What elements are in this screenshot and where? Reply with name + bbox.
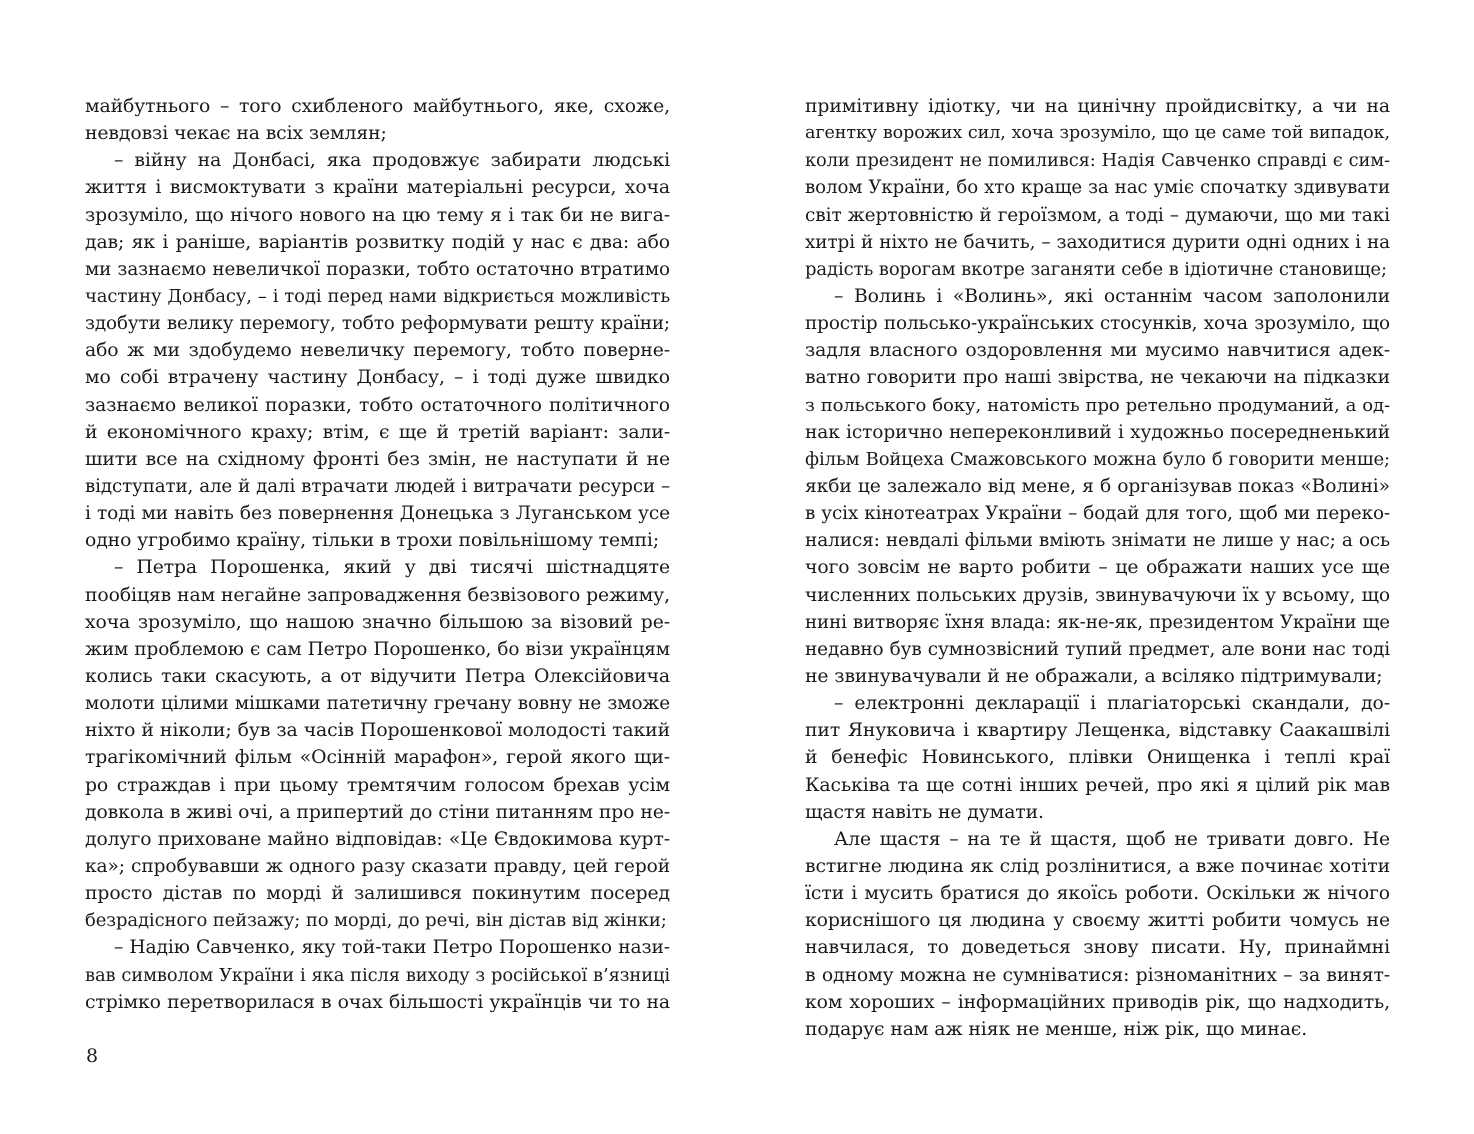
text-line: не звинувачували й не ображали, а всіляко підтримували; (805, 665, 1383, 687)
text-line: радість ворогам вкотре заганяти себе в ідіотичне становище; (805, 258, 1387, 280)
text-line: зрозуміло, що нічого нового на цю тему я і так би не вига- (85, 204, 670, 226)
text-line: Але щастя – на те й щастя, щоб не тривати довго. Не (834, 828, 1390, 850)
text-line: мо собі втрачену частину Донбасу, – і тоді дуже швидко (85, 367, 670, 389)
text-line: майбутнього – того схибленого майбутнього, яке, схоже, (85, 96, 670, 117)
text-line: Каськіва та ще сотні інших речей, про які я цілий рік мав (805, 774, 1390, 796)
text-line: – Волинь і «Волинь», які останнім часом заполонили (834, 285, 1390, 307)
text-line: пообіцяв нам негайне запровадження безвізового режиму, (85, 584, 670, 606)
text-line: ватно говорити про наші звірства, не чекаючи на підказки (805, 367, 1390, 389)
text-line: невдовзі чекає на всіх землян; (85, 123, 387, 145)
text-line: – Надію Савченко, яку той-таки Петро Порошенко нази- (114, 937, 670, 959)
text-line: коли президент не помилився: Надія Савченко справді є сим- (805, 150, 1390, 172)
text-line: встигне людина як слід розлінитися, а вже починає хотіти (805, 855, 1390, 877)
text-line: – Петра Порошенка, який у дві тисячі шістнадцяте (114, 557, 670, 579)
text-line: або ж ми здобудемо невеличку перемогу, тобто поверне- (85, 340, 670, 362)
text-line: – електронні декларації і плагіаторські скандали, до- (834, 693, 1390, 715)
text-line: волом України, бо хто краще за нас уміє спочатку здивувати (805, 177, 1390, 199)
text-line: щастя навіть не думати. (805, 801, 1044, 823)
text-line: вав символом України і яка після виходу з російської в’язниці (85, 964, 670, 986)
text-line: ніхто й ніколи; був за часів Порошенкової молодості такий (85, 720, 670, 742)
text-line: кориснішого ця людина у своєму житті робити чомусь не (805, 910, 1390, 932)
text-line: з польського боку, натомість про ретельно продуманий, а од- (805, 394, 1390, 416)
text-line: трагікомічний фільм «Осінній марафон», герой якого щи- (85, 747, 670, 769)
text-line: ро страждав і при цьому тремтячим голосом брехав усім (85, 774, 670, 796)
text-line: простір польсько-українських стосунків, хоча зрозуміло, що (805, 313, 1390, 335)
text-line: і тоді ми навіть без повернення Донецька з Луганськом усе (85, 503, 670, 525)
text-line: молоти цілими мішками патетичну гречану вовну не зможе (85, 693, 670, 715)
text-line: недавно був сумнозвісний тупий предмет, але вони нас тоді (805, 638, 1390, 660)
text-line: частину Донбасу, – і тоді перед нами відкриється можливість (85, 285, 670, 307)
text-line: зазнаємо великої поразки, тобто остаточного політичного (85, 394, 670, 416)
text-line: нині витворяє їхня влада: як-не-як, президентом України ще (805, 611, 1390, 633)
text-line: одно угробимо країну, тільки в трохи повільнішому темпі; (85, 530, 660, 552)
text-line: налися: невдалі фільми вміють знімати не лише у нас; а ось (805, 530, 1390, 552)
text-line: колись таки скасують, а от відучити Петра Олексійовича (85, 665, 670, 687)
text-line: чого зовсім не варто робити – це ображати наших усе ще (805, 557, 1390, 579)
text-line: долуго приховане майно відповідав: «Це Євдокимова курт- (85, 828, 670, 850)
page-number: 8 (86, 1045, 99, 1067)
text-line: примітивну ідіотку, чи на цинічну пройдисвітку, а чи на (805, 96, 1390, 117)
text-line: нак історично непереконливий і художньо посередненький (805, 421, 1390, 443)
text-line: задля власного оздоровлення ми мусимо навчитися адек- (805, 340, 1390, 362)
text-line: ком хороших – інформаційних приводів рік, що надходить, (805, 991, 1390, 1013)
text-line: навчилася, то доведеться знову писати. Ну, принаймні (805, 937, 1390, 959)
text-line: й бенефіс Новинського, плівки Онищенка і теплі краї (805, 747, 1390, 769)
text-line: численних польських друзів, звинувачуючи їх у всьому, що (805, 584, 1390, 606)
text-line: жим проблемою є сам Петро Порошенко, бо візи українцям (85, 638, 670, 660)
text-line: ка»; спробувавши ж одного разу сказати правду, цей герой (85, 855, 670, 877)
text-line: хоча зрозуміло, що нашою значно більшою за візовий ре- (85, 611, 670, 633)
text-line: здобути велику перемогу, тобто реформувати решту країни; (85, 313, 670, 335)
text-line: світ жертовністю й героїзмом, а тоді – думаючи, що ми такі (805, 204, 1390, 226)
text-line: стрімко перетворилася в очах більшості українців чи то на (85, 991, 670, 1013)
text-line: безрадісного пейзажу; по морді, до речі, він дістав від жінки; (85, 910, 667, 932)
text-line: й економічного краху; втім, є ще й третій варіант: зали- (85, 421, 670, 443)
text-line: життя і висмоктувати з країни матеріальні ресурси, хоча (85, 177, 670, 199)
text-line: ми зазнаємо невеличкої поразки, тобто остаточно втратимо (85, 258, 670, 280)
text-line: в усіх кінотеатрах України – бодай для того, щоб ми переко- (805, 503, 1390, 525)
text-line: дав; як і раніше, варіантів розвитку подій у нас є два: або (85, 231, 670, 253)
text-line: просто дістав по морді й залишився покинутим посеред (85, 883, 670, 905)
text-line: в одному можна не сумніватися: різноманітних – за винят- (805, 964, 1390, 986)
text-line: фільм Войцеха Смажовського можна було б говорити менше; (805, 448, 1390, 470)
text-line: – війну на Донбасі, яка продовжує забирати людські (114, 150, 670, 172)
text-line: подарує нам аж ніяк не менше, ніж рік, що минає. (805, 1018, 1308, 1040)
text-line: агентку ворожих сил, хоча зрозуміло, що це саме той випадок, (805, 123, 1390, 144)
right-text-column (805, 93, 1390, 1043)
text-line: шити все на східному фронті без змін, не наступати й не (85, 448, 670, 470)
text-line: хитрі й ніхто не бачить, – заходитися дурити одні одних і на (805, 231, 1390, 253)
text-line: довкола в живі очі, а припертий до стіни питанням про не- (85, 801, 670, 823)
left-text-column (85, 93, 670, 1016)
text-line: їсти і мусить братися до якоїсь роботи. Оскільки ж нічого (805, 883, 1390, 905)
text-line: пит Януковича і квартиру Лещенка, відставку Саакашвілі (805, 720, 1390, 742)
text-line: якби це залежало від мене, я б організував показ «Волині» (805, 475, 1390, 497)
text-line: відступати, але й далі втрачати людей і витрачати ресурси – (85, 475, 670, 497)
